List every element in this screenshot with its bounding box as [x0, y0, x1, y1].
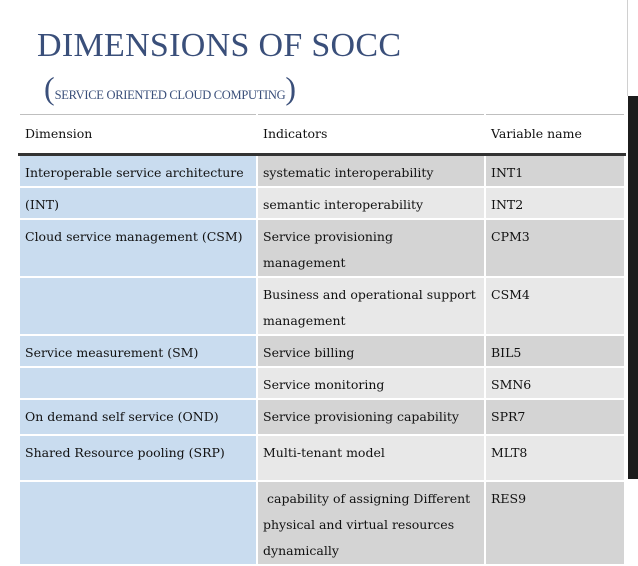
variable-cell: INT1: [485, 155, 625, 188]
table-row: [19, 481, 625, 565]
dimension-cell: [19, 481, 257, 565]
slide-subtitle: [44, 70, 296, 106]
dimension-cell: (INT): [19, 187, 257, 219]
subtitle-text: SERVICE ORIENTED CLOUD COMPUTING: [54, 88, 286, 102]
dimension-cell: [19, 367, 257, 399]
indicator-cell: Business and operational support management: [257, 277, 485, 335]
dimension-cell: Shared Resource pooling (SRP): [19, 435, 257, 481]
slide-edge-bar: [628, 96, 638, 479]
dimension-cell: Interoperable service architecture: [19, 155, 257, 188]
table-header-row: [19, 115, 625, 155]
indicator-cell: Service monitoring: [257, 367, 485, 399]
indicator-cell: Multi-tenant model: [257, 435, 485, 481]
indicator-cell: capability of assigning Different physical and virtual resources dynamically: [257, 481, 485, 565]
table-row: [19, 277, 625, 335]
header-variable-name: Variable name: [485, 115, 625, 155]
indicator-cell: systematic interoperability: [257, 155, 485, 188]
variable-cell: BIL5: [485, 335, 625, 367]
dimension-cell: Service measurement (SM): [19, 335, 257, 367]
dimension-cell: Cloud service management (CSM): [19, 219, 257, 277]
indicator-cell: Service provisioning management: [257, 219, 485, 277]
header-indicators: Indicators: [257, 115, 485, 155]
indicator-cell: Service billing: [257, 335, 485, 367]
table-row: [19, 399, 625, 435]
indicator-cell: Service provisioning capability: [257, 399, 485, 435]
variable-cell: INT2: [485, 187, 625, 219]
subtitle-close-paren: ): [285, 70, 297, 106]
table-row: [19, 219, 625, 277]
table-row: [19, 155, 625, 188]
variable-cell: RES9: [485, 481, 625, 565]
table-row: [19, 435, 625, 481]
dimensions-table: [18, 114, 626, 566]
variable-cell: MLT8: [485, 435, 625, 481]
dimension-cell: On demand self service (OND): [19, 399, 257, 435]
table-row: [19, 335, 625, 367]
subtitle-open-paren: (: [44, 70, 55, 106]
variable-cell: CSM4: [485, 277, 625, 335]
table-row: [19, 187, 625, 219]
variable-cell: SMN6: [485, 367, 625, 399]
variable-cell: CPM3: [485, 219, 625, 277]
indicator-cell: semantic interoperability: [257, 187, 485, 219]
top-divider-line: [627, 0, 628, 96]
header-dimension: Dimension: [19, 115, 257, 155]
table-row: [19, 367, 625, 399]
dimension-cell: [19, 277, 257, 335]
variable-cell: SPR7: [485, 399, 625, 435]
slide-title: DIMENSIONS OF SOCC: [37, 27, 402, 64]
